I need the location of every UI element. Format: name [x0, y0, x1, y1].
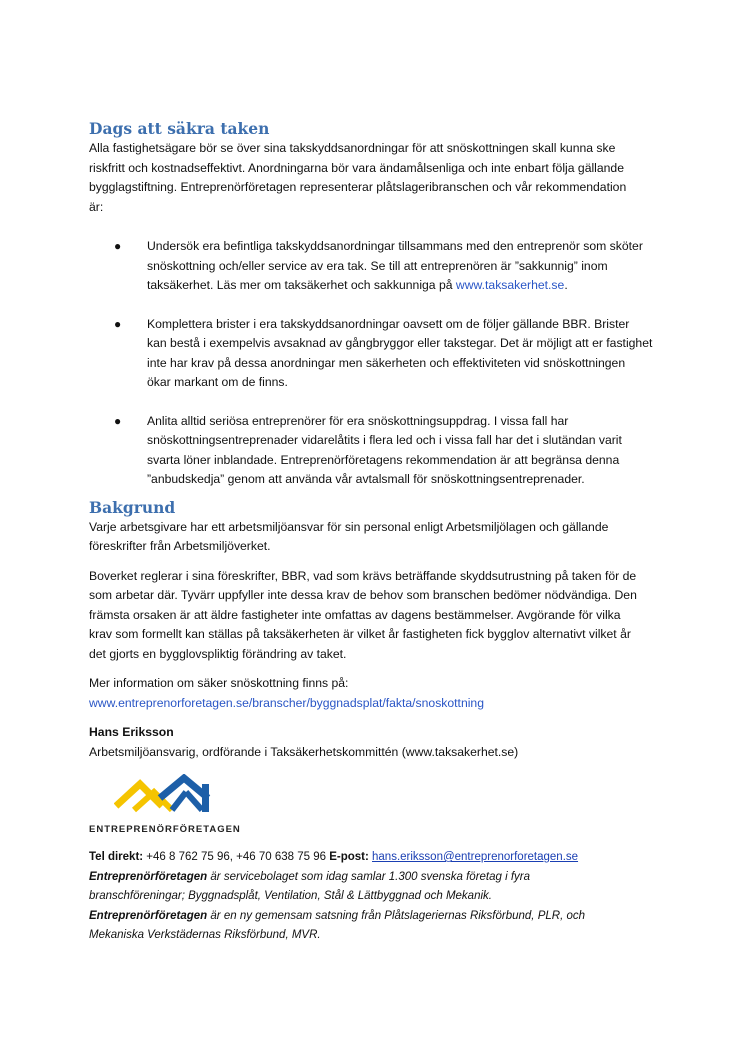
intro-line-1: Alla fastighetsägare bör se över sina takskyddsanordningar för att snöskottningen skall kunna ske — [89, 141, 616, 155]
bullet-icon: ● — [114, 316, 122, 331]
list-item: ● Anlita alltid seriösa entreprenörer för era snöskottningsuppdrag. I vissa fall har snöskottningsentreprenader vidarelåtits i flera led och i vissa fall har det i slutändan varit svarta löner inblandade. Entreprenörföretagens rekommendation är att begränsa denna ”anbudskedja” genom att använda vår avtalsmall för snöskottningsentreprenader. — [114, 413, 622, 486]
contact-footer: Tel direkt: +46 8 762 75 96, +46 70 638 75 96 E-post: hans.eriksson@entreprenorforetagen.se Entreprenörföretagen är servicebolaget som idag samlar 1.300 svenska företag i fyra branschföreningar; Byggnadsplåt, Ventilation, Stål & Lättbyggnad och Mekanik. Entreprenörföretagen är en ny gemensam satsning från Plåtslageriernas Riksförbund, PLR, och Mekaniska Verkstädernas Riksförbund, MVR. — [89, 851, 585, 941]
intro-line-4: är: — [89, 199, 104, 214]
heading-dags-att-sakra-taken: Dags att säkra taken — [89, 119, 270, 138]
snoskottning-link[interactable]: www.entreprenorforetagen.se/branscher/byggnadsplat/fakta/snoskottning — [89, 695, 484, 710]
taksakerhet-link[interactable]: www.taksakerhet.se — [455, 278, 565, 292]
intro-line-2: riskfritt och kostnadseffektivt. Anordningarna bör vara ändamålsenliga och inte enbart följa gällande — [89, 160, 624, 175]
bakgrund-p2-line-2: som arbetar där. Tyvärr uppfyller inte dessa krav de behov som branschen bedömer nödvändiga. Den — [89, 588, 637, 602]
email-link[interactable]: hans.eriksson@entreprenorforetagen.se — [372, 851, 579, 863]
bakgrund-p2-line-3: främsta orsaken är att äldre fastigheter inte omfattas av dagens bestämmelser. Avgörande för vilka — [89, 607, 621, 622]
phone-numbers: +46 8 762 75 96, +46 70 638 75 96 — [143, 851, 330, 863]
bakgrund-p1-line-2: föreskrifter från Arbetsmiljöverket. — [89, 539, 271, 553]
bakgrund-p2-line-5: det gjorts en bygglovspliktig förändring av taket. — [89, 646, 347, 661]
bakgrund-p1-line-1: Varje arbetsgivare har ett arbetsmiljöansvar för sin personal enligt Arbetsmiljölagen och gällande — [89, 519, 609, 534]
logo-wordmark: ENTREPRENÖRFÖRETAGEN — [89, 824, 241, 835]
entreprenorforetagen-logo — [89, 774, 659, 840]
recommendation-list — [89, 237, 659, 490]
document-page — [89, 0, 659, 946]
bakgrund-p2-line-4: krav som formellt kan ställas på taksäkerheten är vilket år fastigheten fick bygglov alternativt vilket år — [89, 627, 631, 641]
list-item: ● Komplettera brister i era takskyddsanordningar oavsett om de följer gällande BBR. Brister kan bestå i exempelvis avsaknad av gångbryggor eller takstegar. Det är möjligt att er fastighet inte har krav på dessa anordningar men säkerheten och effektiviteten vid snöskottningen ökar markant om de finns. — [114, 316, 653, 389]
signature-name: Hans Eriksson — [89, 725, 174, 739]
bullet-icon: ● — [114, 413, 122, 428]
intro-line-3: bygglagstiftning. Entreprenörföretagen representerar plåtslageribranschen och vår rekommendation — [89, 180, 627, 194]
list-item: ● Undersök era befintliga takskyddsanordningar tillsammans med den entreprenör som sköter snöskottning och/eller service av era tak. Se till att entreprenören är ”sakkunnig” inom taksäkerhet. Läs mer om taksäkerhet och sakkunniga på www.taksakerhet.se. — [114, 239, 643, 292]
signature-title: Arbetsmiljöansvarig, ordförande i Taksäkerhetskommittén (www.taksakerhet.se) — [89, 744, 519, 759]
bakgrund-p2-line-1: Boverket reglerar i sina föreskrifter, BBR, vad som krävs beträffande skyddsutrustning på taken för de — [89, 568, 637, 583]
logo-house-icon — [114, 774, 219, 818]
heading-bakgrund: Bakgrund — [89, 497, 176, 517]
more-info-text: Mer information om säker snöskottning finns på: — [89, 676, 349, 690]
bullet-icon: ● — [114, 239, 122, 253]
